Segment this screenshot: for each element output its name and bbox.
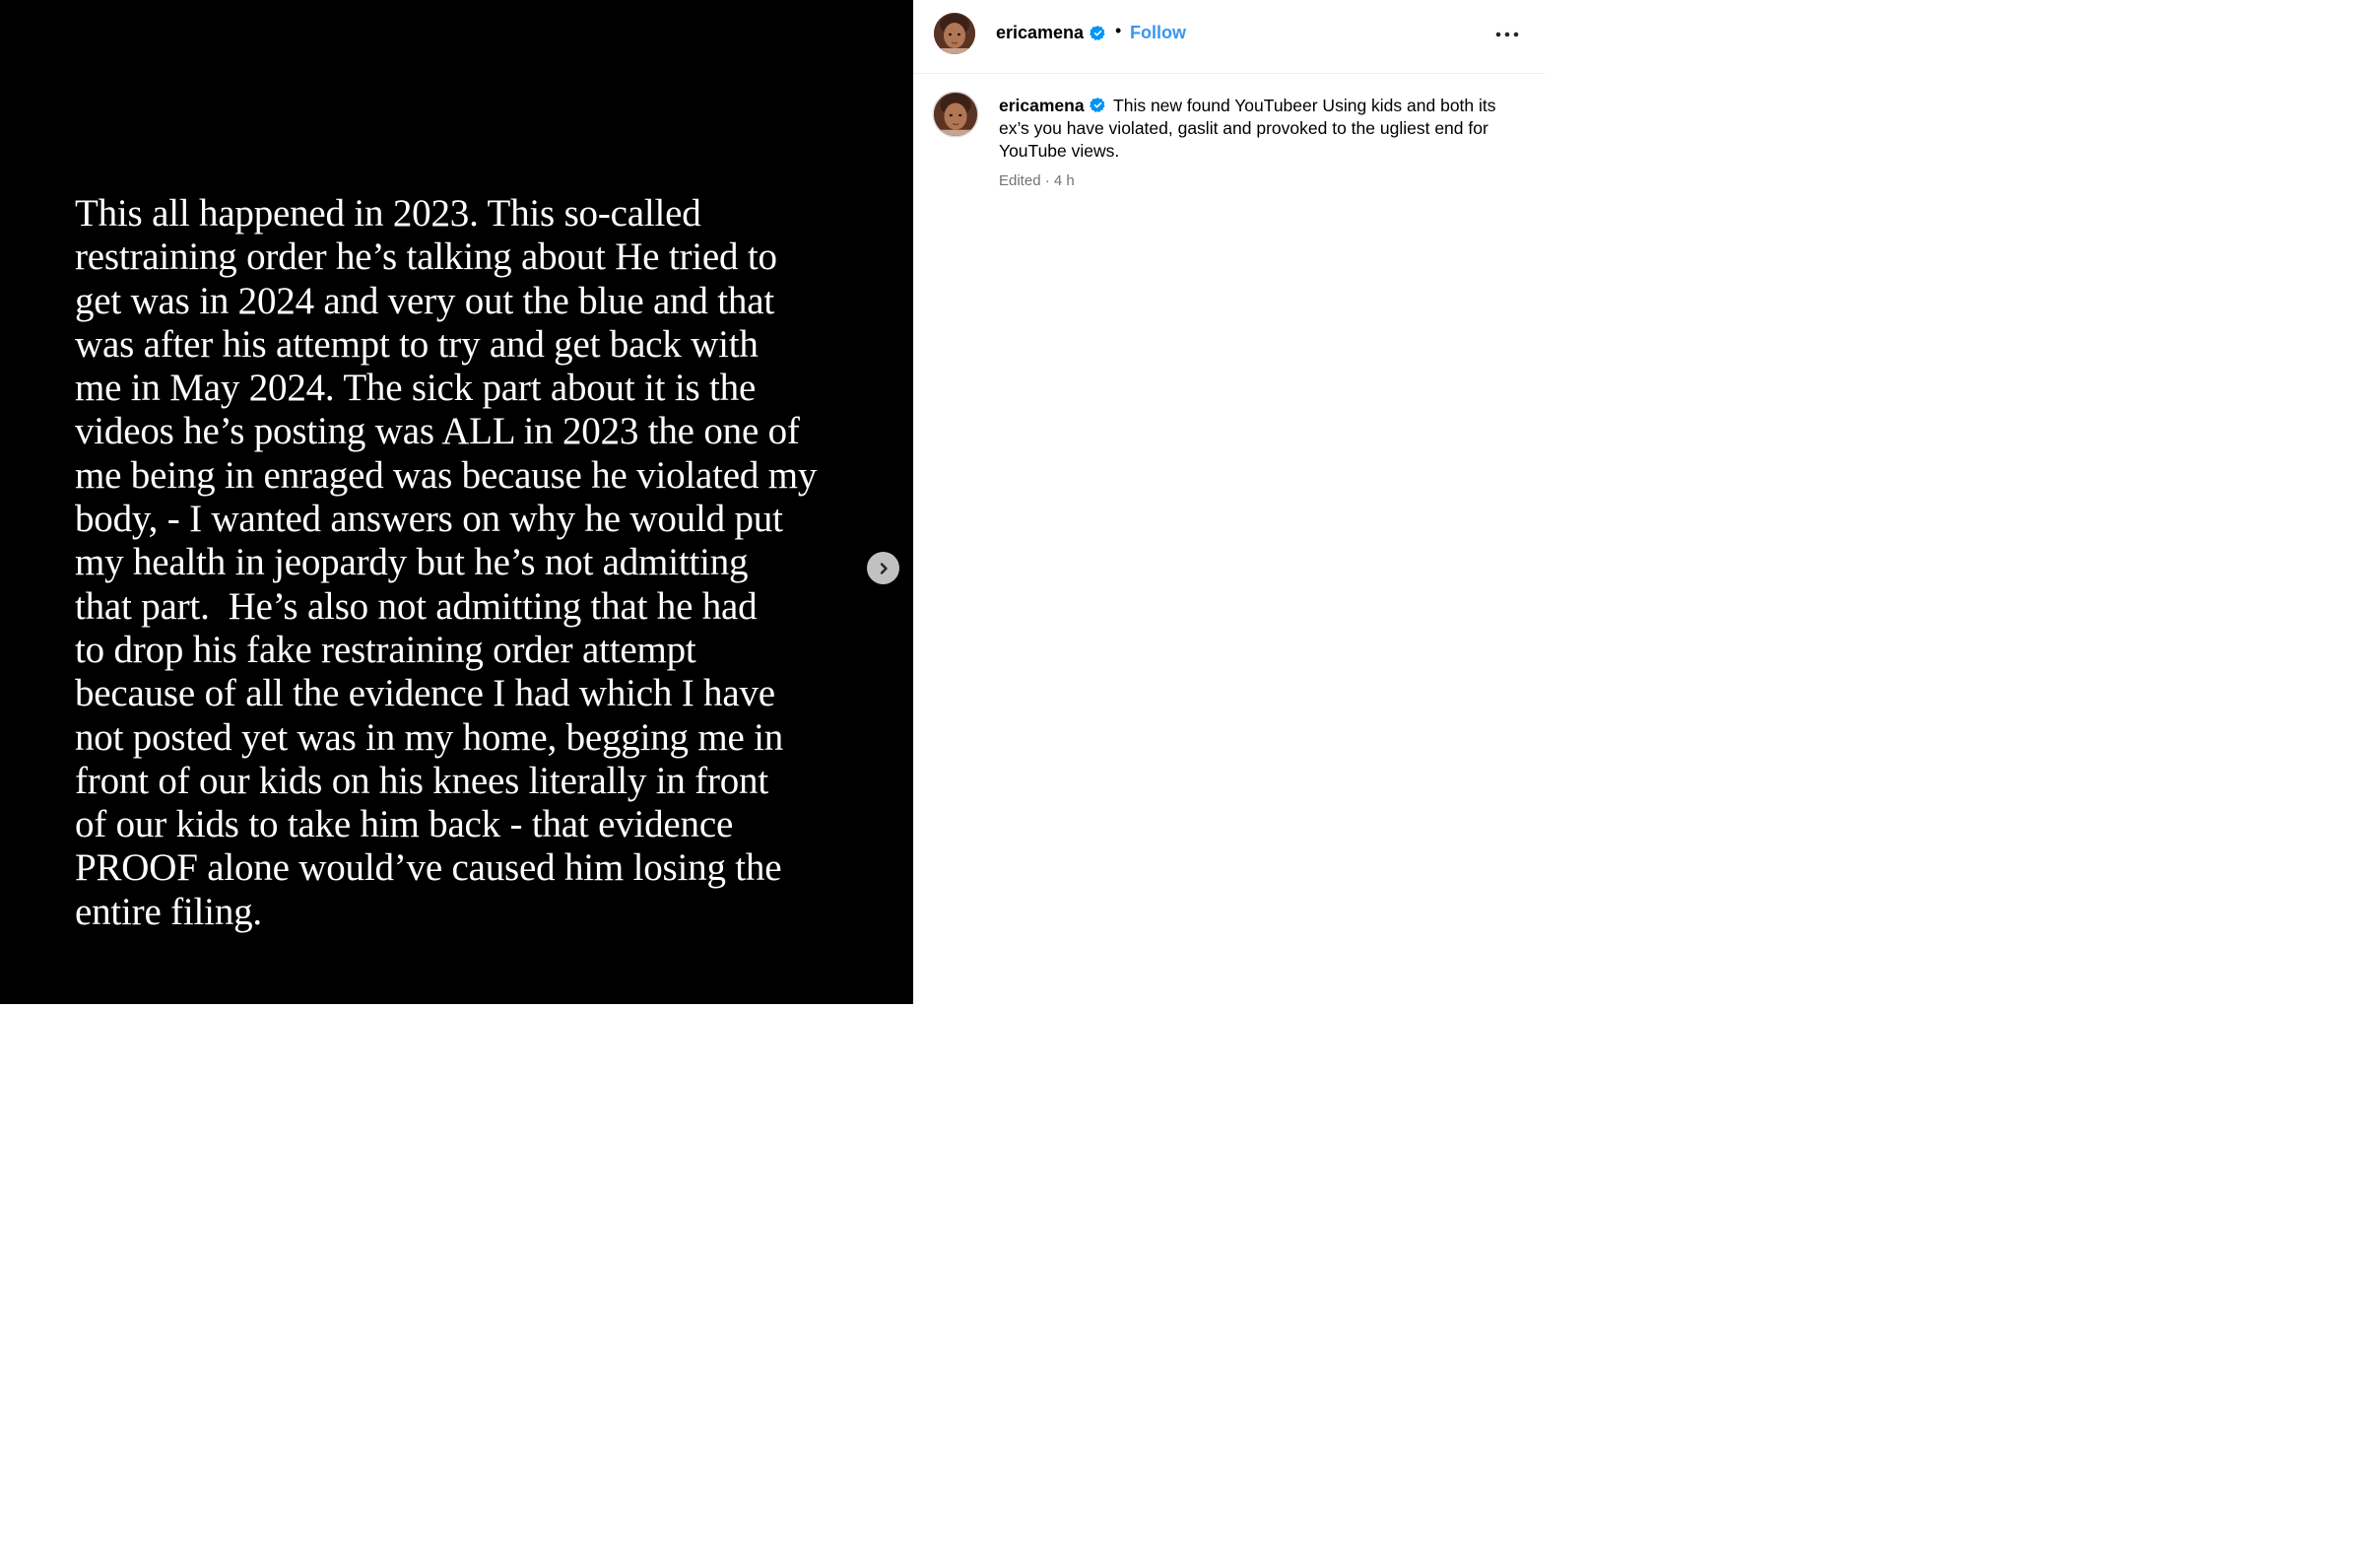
caption-avatar[interactable]	[934, 93, 977, 136]
post-header	[913, 0, 1545, 74]
more-horizontal-icon[interactable]	[1494, 24, 1520, 45]
story-text-line: PROOF alone would’ve caused him losing the	[75, 846, 782, 890]
next-media-button[interactable]	[867, 552, 899, 584]
story-text-line: front of our kids on his knees literally in front	[75, 759, 768, 802]
story-text-line: not posted yet was in my home, begging me in	[75, 715, 784, 759]
story-text-line: my health in jeopardy but he’s not admitting	[75, 541, 749, 584]
avatar-image	[934, 13, 975, 54]
story-text-line: videos he’s posting was ALL in 2023 the one of	[75, 410, 800, 453]
avatar[interactable]	[934, 13, 975, 54]
story-text-line: was after his attempt to try and get back with	[75, 322, 759, 366]
verified-badge-icon	[1090, 97, 1106, 113]
story-text	[75, 192, 863, 934]
story-text-line: restraining order he’s talking about He tried to	[75, 235, 777, 279]
story-text-line: me in May 2024. The sick part about it is the	[75, 367, 757, 410]
story-text-line: to drop his fake restraining order attempt	[75, 628, 696, 671]
chevron-right-icon	[877, 562, 891, 575]
story-text-line: that part. He’s also not admitting that he had	[75, 584, 758, 628]
separator-dot: •	[1115, 21, 1122, 40]
story-text-line: of our kids to take him back - that evidence	[75, 803, 734, 846]
avatar-image	[934, 93, 977, 136]
post-sidebar	[913, 0, 1545, 1004]
story-text-line: entire filing.	[75, 890, 262, 933]
follow-button[interactable]: Follow	[1130, 23, 1186, 42]
caption-text: This new found YouTubeer Using kids and both its ex’s you have violated, gaslit and provoked to the ugliest end for YouTube views.	[999, 96, 1496, 161]
story-text-line: because of all the evidence I had which I have	[75, 672, 775, 715]
caption-username[interactable]: ericamena	[999, 96, 1085, 115]
story-text-line: me being in enraged was because he violated my	[75, 453, 818, 497]
post-media	[0, 0, 913, 1004]
caption-meta: Edited · 4 h	[999, 172, 1075, 189]
story-text-line: This all happened in 2023. This so-called	[75, 192, 701, 235]
verified-badge-icon	[1090, 25, 1106, 41]
story-text-line: get was in 2024 and very out the blue and that	[75, 279, 774, 322]
header-username[interactable]: ericamena	[996, 23, 1085, 42]
post-caption	[999, 95, 1521, 163]
story-text-line: body, - I wanted answers on why he would put	[75, 498, 783, 541]
